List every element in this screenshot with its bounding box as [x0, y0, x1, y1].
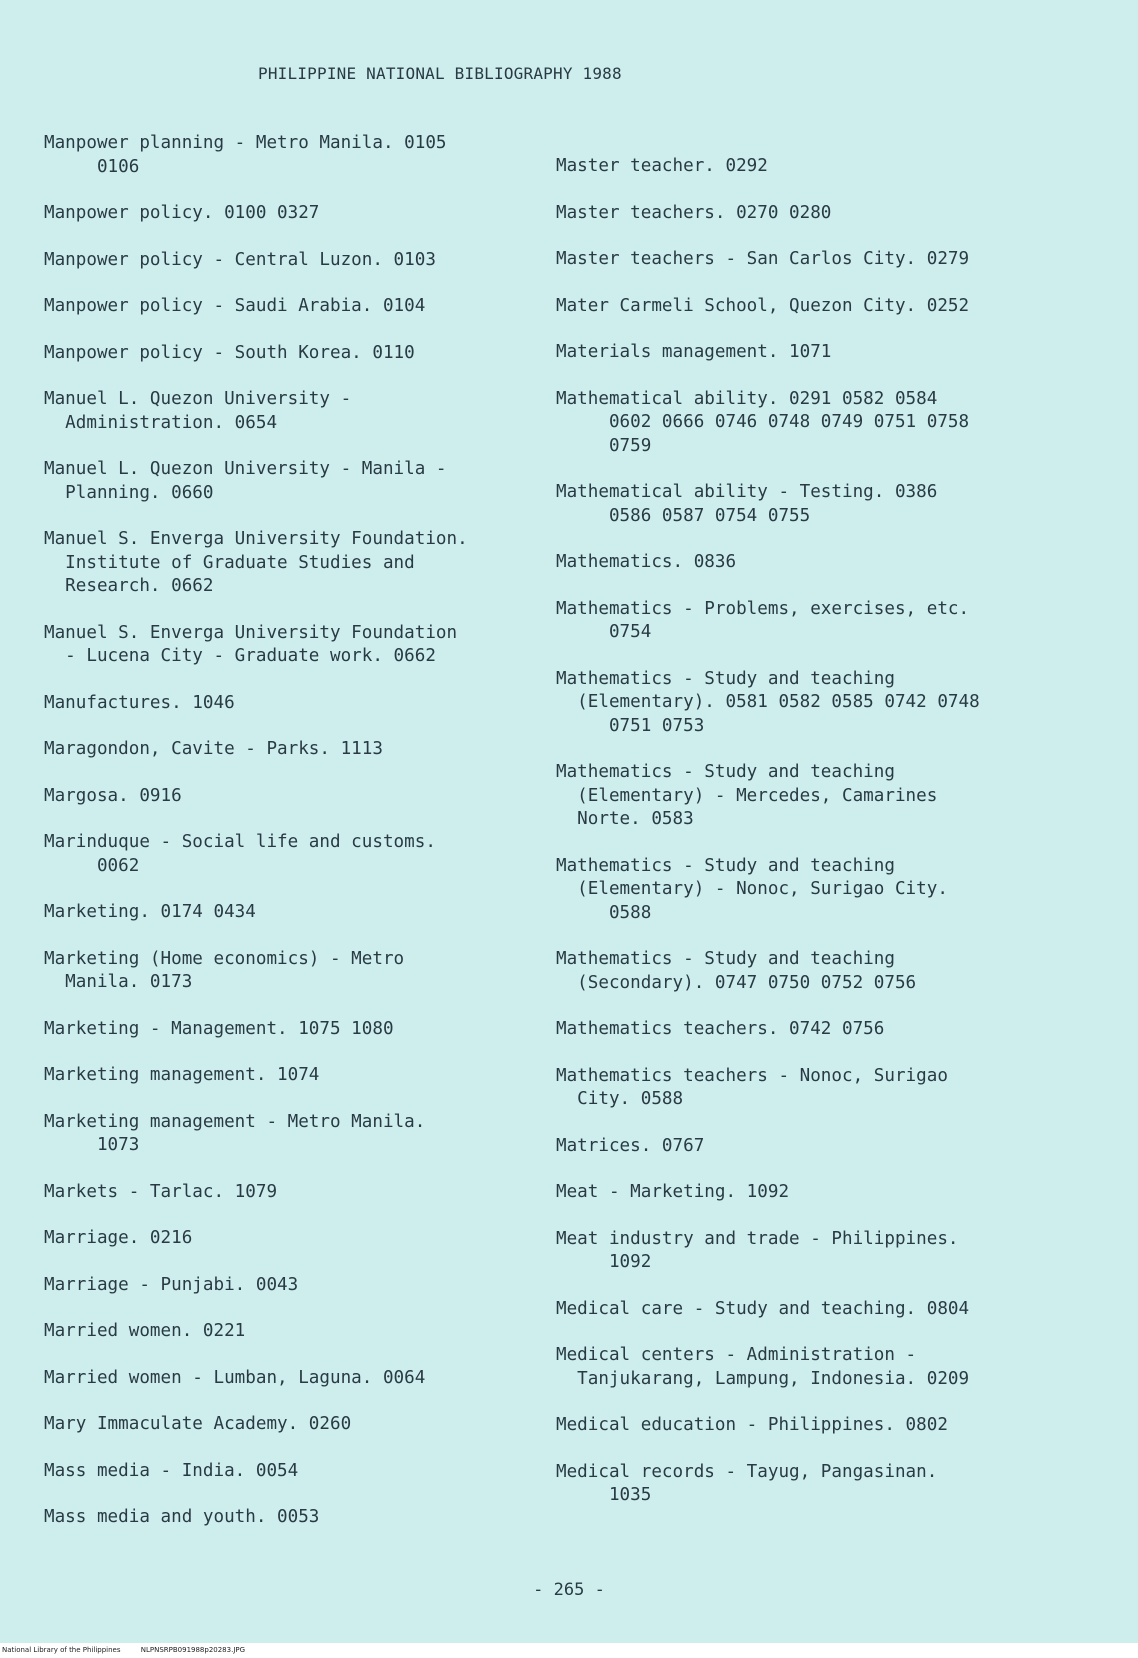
index-entry: Marketing. 0174 0434 [44, 902, 256, 922]
index-entry: Manpower policy. 0100 0327 [44, 203, 320, 223]
institution-label: National Library of the Philippines [2, 1646, 121, 1654]
index-entry: Medical education - Philippines. 0802 [556, 1415, 948, 1435]
index-entry: Married women. 0221 [44, 1321, 246, 1341]
index-entry: Mathematics - Problems, exercises, etc. 0754 [556, 598, 970, 642]
index-entry: Mathematical ability - Testing. 0386 0586 0587 0754 0755 [556, 482, 938, 526]
index-entry: Married women - Lumban, Laguna. 0064 [44, 1367, 426, 1388]
index-entry: Mary Immaculate Academy. 0260 [44, 1414, 352, 1434]
index-entry: Medical care - Study and teaching. 0804 [556, 1298, 970, 1319]
index-entry: Master teacher. 0292 [556, 156, 768, 176]
index-entry: Mathematics - Study and teaching (Elementary). 0581 0582 0585 0742 0748 0751 0753 [556, 668, 980, 736]
index-entry: Mathematics - Study and teaching (Elementary) - Mercedes, Camarines Norte. 0583 [556, 762, 938, 829]
index-entry: Medical centers - Administration - Tanjukarang, Lampung, Indonesia. 0209 [556, 1345, 970, 1389]
index-entry: Manuel S. Enverga University Foundation - Lucena City - Graduate work. 0662 [44, 622, 458, 666]
index-entry: Manuel S. Enverga University Foundation. Institute of Graduate Studies and Research. 0662 [44, 529, 468, 596]
index-entry: Manuel L. Quezon University - Manila - Planning. 0660 [44, 459, 447, 503]
right-column [556, 155, 1116, 1531]
index-entry: Mass media - India. 0054 [44, 1460, 299, 1481]
index-entry: Marketing - Management. 1075 1080 [44, 1018, 394, 1039]
index-entry: Mater Carmeli School, Quezon City. 0252 [556, 295, 970, 316]
scan-credit [0, 1643, 1138, 1658]
index-entry: Markets - Tarlac. 1079 [44, 1181, 278, 1202]
page-title: PHILIPPINE NATIONAL BIBLIOGRAPHY 1988 [258, 64, 622, 83]
left-column [44, 132, 524, 1553]
index-entry: Marriage - Punjabi. 0043 [44, 1274, 299, 1295]
index-entry: Marketing (Home economics) - Metro Manila. 0173 [44, 948, 405, 992]
index-entry: Medical records - Tayug, Pangasinan. 1035 [556, 1461, 938, 1505]
index-entry: Manpower planning - Metro Manila. 0105 0106 [44, 133, 447, 177]
file-id-label: NLPNSRPB091988p20283.JPG [140, 1646, 246, 1654]
index-entry: Mathematical ability. 0291 0582 0584 0602 0666 0746 0748 0749 0751 0758 0759 [556, 388, 970, 456]
index-entry: Mathematics teachers. 0742 0756 [556, 1019, 885, 1039]
index-entry: Manpower policy - Central Luzon. 0103 [44, 249, 436, 270]
index-entry: Marketing management - Metro Manila. 1073 [44, 1111, 426, 1155]
index-entry: Margosa. 0916 [44, 785, 182, 806]
index-entry: Mathematics. 0836 [556, 552, 737, 572]
index-entry: Manpower policy - Saudi Arabia. 0104 [44, 296, 426, 316]
index-entry: Manuel L. Quezon University - Administration. 0654 [44, 389, 352, 433]
page-number: - 265 - [533, 1580, 605, 1600]
index-entry: Master teachers. 0270 0280 [556, 202, 832, 223]
index-entry: Marriage. 0216 [44, 1228, 193, 1248]
index-entry: Marinduque - Social life and customs. 0062 [44, 832, 436, 876]
index-entry: Master teachers - San Carlos City. 0279 [556, 249, 970, 269]
index-entry: Matrices. 0767 [556, 1135, 705, 1156]
index-entry: Materials management. 1071 [556, 342, 832, 362]
index-entry: Maragondon, Cavite - Parks. 1113 [44, 739, 383, 759]
index-entry: Mathematics teachers - Nonoc, Surigao City. 0588 [556, 1065, 948, 1109]
index-entry: Meat - Marketing. 1092 [556, 1182, 790, 1202]
index-entry: Manufactures. 1046 [44, 692, 235, 713]
index-entry: Mathematics - Study and teaching (Secondary). 0747 0750 0752 0756 [556, 949, 917, 993]
index-entry: Meat industry and trade - Philippines. 1092 [556, 1228, 959, 1272]
index-entry: Mathematics - Study and teaching (Elementary) - Nonoc, Surigao City. 0588 [556, 855, 948, 923]
index-entry: Marketing management. 1074 [44, 1065, 320, 1085]
index-entry: Manpower policy - South Korea. 0110 [44, 342, 415, 363]
index-entry: Mass media and youth. 0053 [44, 1507, 320, 1527]
